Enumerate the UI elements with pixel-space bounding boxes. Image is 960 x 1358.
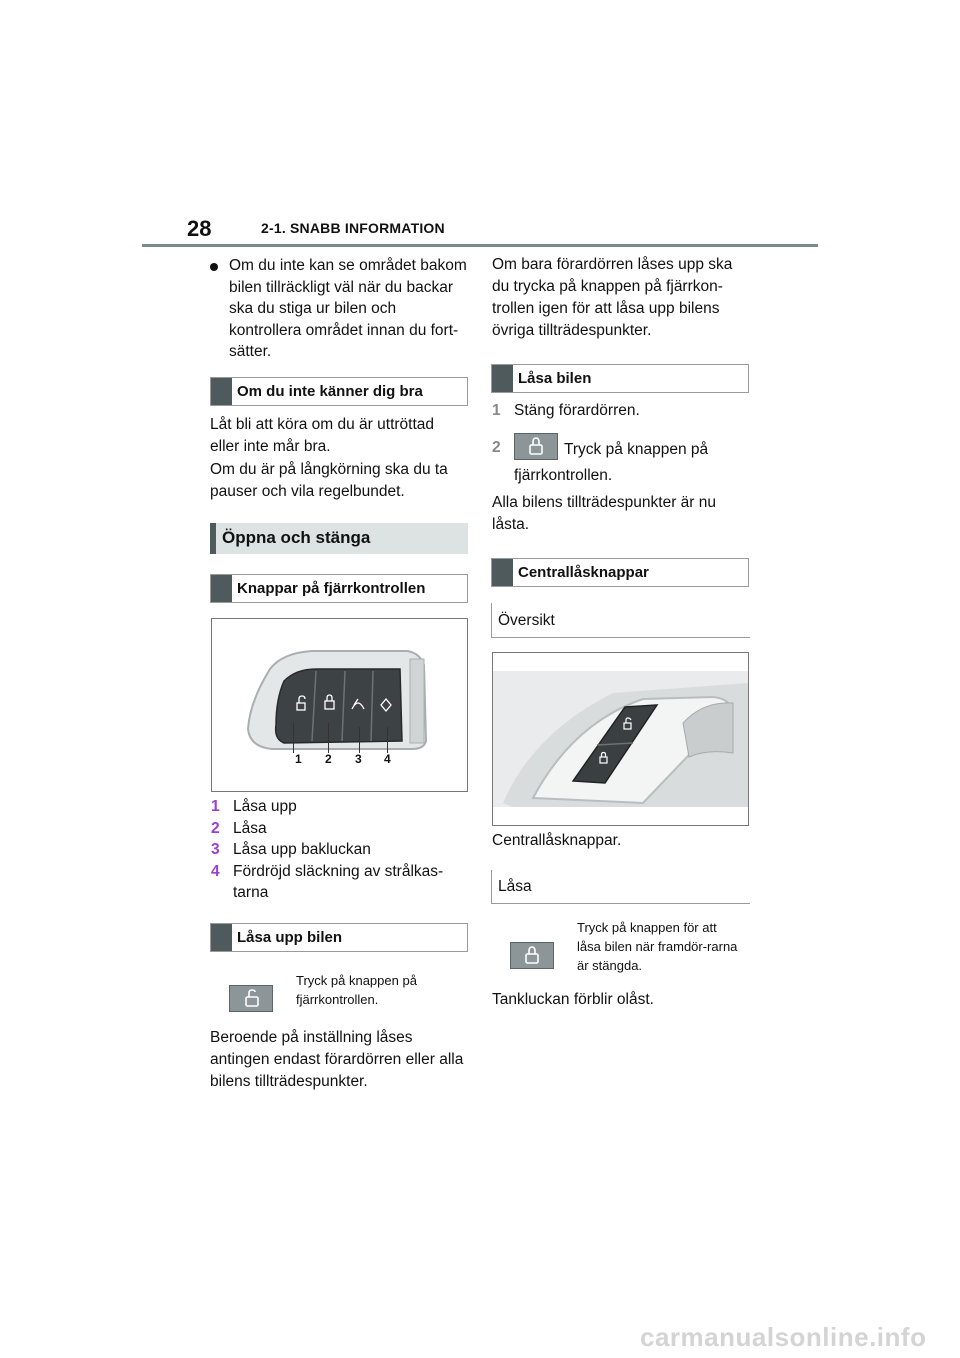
callout-line-2 bbox=[328, 723, 329, 753]
door-handle-illustration bbox=[493, 653, 748, 825]
step-text: Tryck på knappen på fjärrkontrollen. bbox=[514, 441, 709, 484]
callout-3: 3 bbox=[355, 752, 362, 766]
key-fob-figure bbox=[211, 618, 468, 792]
list-item bbox=[211, 818, 466, 840]
subheading-lock: Låsa bbox=[498, 878, 532, 895]
list-text: Låsa upp bakluckan bbox=[233, 841, 371, 858]
paragraph: Alla bilens tillträdespunkter är nu låsta. bbox=[492, 494, 717, 533]
page-number: 28 bbox=[187, 216, 212, 241]
callout-line-3 bbox=[359, 727, 360, 753]
heading-bar bbox=[492, 559, 513, 586]
subheading-rule-left bbox=[491, 870, 492, 904]
unlock-icon bbox=[230, 986, 272, 1011]
subheading-rule bbox=[491, 637, 750, 638]
paragraph: Om bara förardörren låses upp ska du trycka på knappen på fjärrkon-trollen igen för att låsa upp bilens övriga tillträdespunkter. bbox=[492, 256, 733, 339]
callout-1: 1 bbox=[295, 752, 302, 766]
paragraph: Låt bli att köra om du är uttröttad eller inte mår bra. bbox=[210, 416, 435, 455]
central-lock-figure bbox=[492, 652, 749, 826]
list-number: 2 bbox=[211, 819, 220, 837]
callout-2: 2 bbox=[325, 752, 332, 766]
section-title-label: Öppna och stänga bbox=[222, 528, 371, 547]
callout-line-1 bbox=[293, 723, 294, 753]
step-2-number bbox=[492, 437, 514, 459]
section-title bbox=[210, 523, 468, 554]
paragraph: Tankluckan förblir olåst. bbox=[492, 991, 654, 1008]
unlock-button-icon bbox=[229, 985, 273, 1012]
box-heading-not-feeling-well bbox=[210, 377, 468, 406]
callout-4: 4 bbox=[384, 752, 391, 766]
heading-label: Om du inte känner dig bra bbox=[237, 383, 423, 400]
central-lock-button-icon bbox=[510, 942, 554, 969]
header-rule bbox=[142, 244, 818, 247]
box-heading-unlock bbox=[210, 923, 468, 952]
list-number: 1 bbox=[211, 798, 220, 815]
heading-label: Låsa upp bilen bbox=[237, 929, 343, 946]
paragraph: Om du är på långkörning ska du ta pauser och vila regelbundet. bbox=[210, 461, 448, 500]
lock-icon bbox=[511, 943, 553, 968]
lock-instruction: Tryck på knappen för att låsa bilen när framdör-rarna är stängda. bbox=[577, 920, 738, 973]
list-text: Låsa upp bbox=[233, 798, 297, 815]
list-item bbox=[211, 839, 466, 861]
subheading-rule-left bbox=[491, 603, 492, 638]
heading-label: Knappar på fjärrkontrollen bbox=[237, 580, 426, 597]
list-item bbox=[211, 796, 466, 818]
subheading-rule bbox=[491, 903, 750, 904]
box-heading-remote-buttons bbox=[210, 574, 468, 603]
step-number: 1 bbox=[492, 402, 501, 419]
bullet-dot bbox=[210, 263, 218, 271]
unlock-instruction: Tryck på knappen på fjärrkontrollen. bbox=[296, 973, 417, 1007]
section-header: 2-1. SNABB INFORMATION bbox=[261, 220, 445, 236]
bullet-text: Om du inte kan se området bakom bilen tillräckligt väl när du backar ska du stiga ur bilen och kontrollera området innan du fort-sätter. bbox=[229, 257, 467, 360]
list-text: Fördröjd släckning av strålkas-tarna bbox=[233, 862, 444, 901]
section-title-bar bbox=[210, 523, 216, 554]
heading-label: Låsa bilen bbox=[518, 370, 592, 387]
heading-bar bbox=[211, 378, 232, 405]
button-list bbox=[211, 796, 466, 904]
heading-bar bbox=[211, 575, 232, 602]
paragraph: Beroende på inställning låses antingen endast förardörren eller alla bilens tillträdespunkter. bbox=[210, 1029, 464, 1090]
subheading-overview: Översikt bbox=[498, 612, 555, 629]
watermark: carmanualsonline.info bbox=[640, 1322, 927, 1352]
box-heading-lock bbox=[491, 364, 749, 393]
bullet-item bbox=[210, 255, 470, 363]
heading-bar bbox=[211, 924, 232, 951]
list-number: 3 bbox=[211, 841, 220, 858]
list-item bbox=[211, 861, 466, 904]
box-heading-central-lock bbox=[491, 558, 749, 587]
callout-line-4 bbox=[387, 727, 388, 753]
list-text: Låsa bbox=[233, 819, 267, 837]
heading-bar bbox=[492, 365, 513, 392]
step-1 bbox=[492, 400, 640, 422]
key-fob-illustration bbox=[212, 619, 467, 791]
heading-label: Centrallåsknappar bbox=[518, 564, 649, 581]
step-text: Stäng förardörren. bbox=[514, 402, 640, 419]
step-number: 2 bbox=[492, 439, 501, 456]
list-number: 4 bbox=[211, 862, 220, 880]
figure-caption: Centrallåsknappar. bbox=[492, 832, 622, 849]
